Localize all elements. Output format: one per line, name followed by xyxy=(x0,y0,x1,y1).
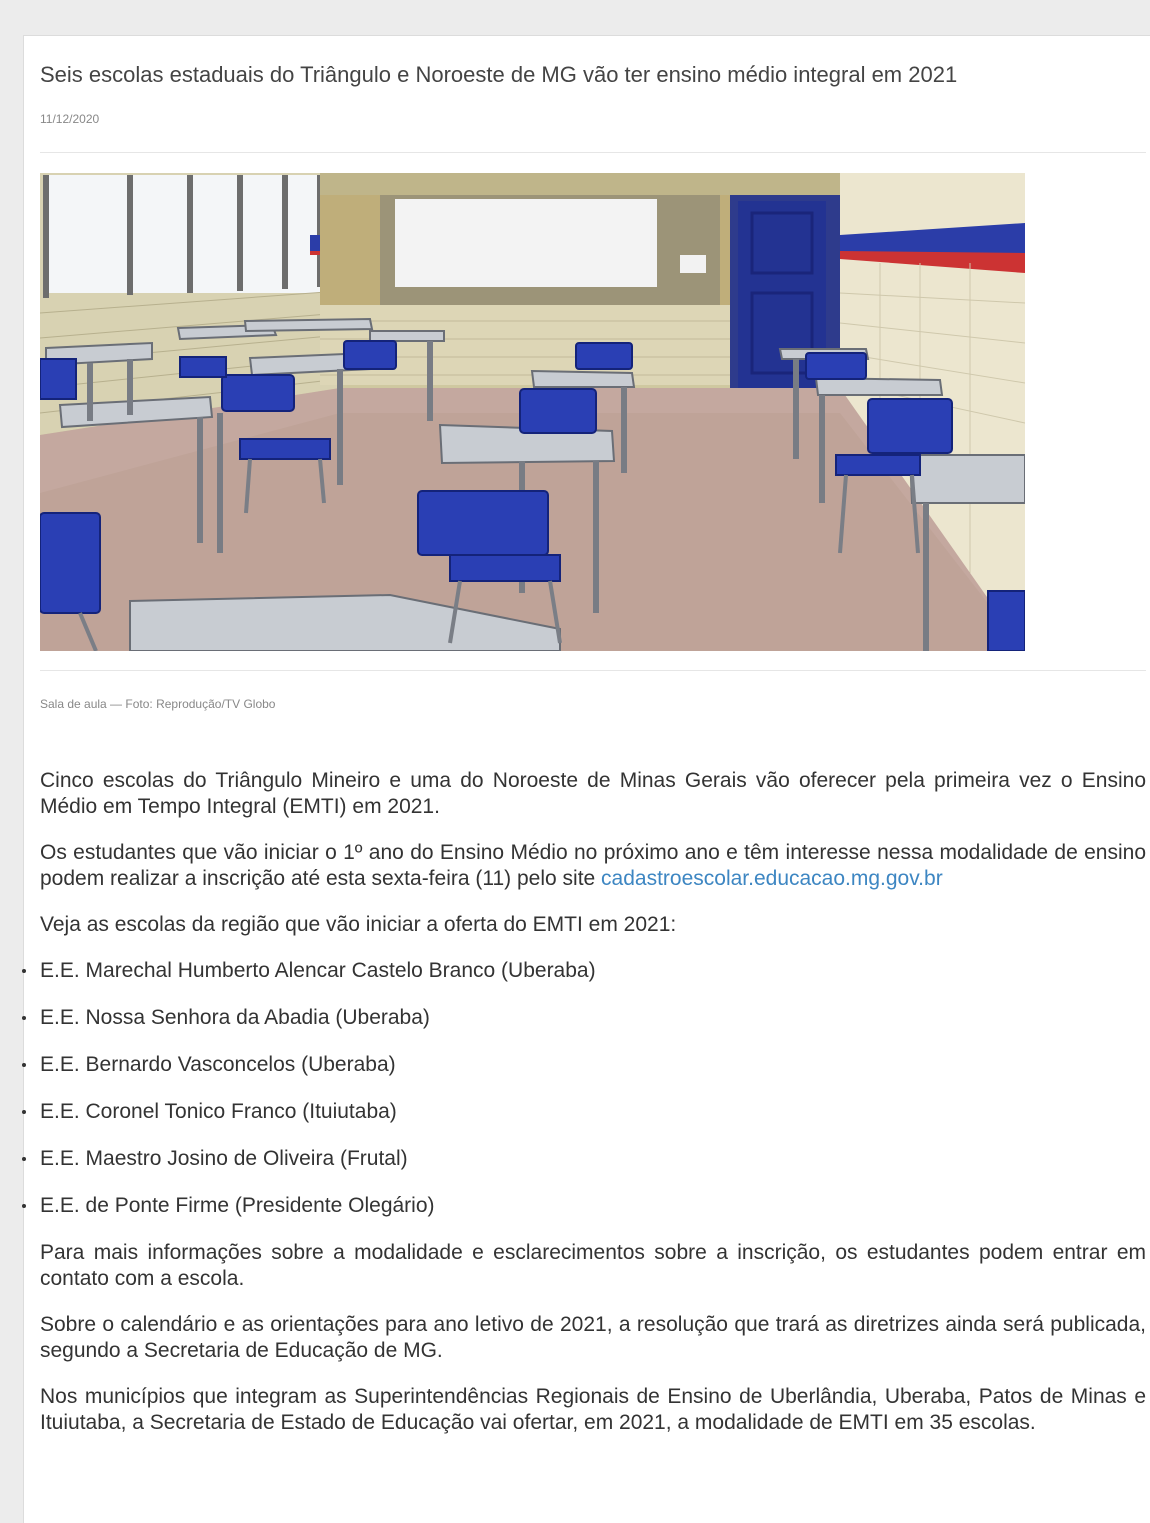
paragraph: Sobre o calendário e as orientações para ano letivo de 2021, a resolução que trará as diretrizes ainda será publicada, segundo a Secretaria de Educação de MG. xyxy=(40,1313,1146,1362)
article-date: 11/12/2020 xyxy=(40,112,100,126)
registration-site-link[interactable]: cadastroescolar.educacao.mg.gov.br xyxy=(601,867,943,890)
bullet-icon xyxy=(22,1063,26,1067)
bullet-icon xyxy=(22,1016,26,1020)
divider xyxy=(40,670,1146,671)
list-item xyxy=(40,1193,1146,1219)
divider xyxy=(40,152,1146,153)
list-item xyxy=(40,958,1146,984)
list-item xyxy=(40,1099,1146,1125)
bullet-icon xyxy=(22,969,26,973)
classroom-photo xyxy=(40,173,1025,651)
bullet-icon xyxy=(22,1204,26,1208)
school-name: E.E. Maestro Josino de Oliveira (Frutal) xyxy=(40,1147,408,1170)
bullet-icon xyxy=(22,1157,26,1161)
paragraph: Nos municípios que integram as Superintendências Regionais de Ensino de Uberlândia, Uberaba, Patos de Minas e Ituiutaba, a Secretaria de Estado de Educação vai ofertar, em 2021, a modalidade de EMTI em 35 escolas. xyxy=(40,1385,1146,1434)
school-name: E.E. de Ponte Firme (Presidente Olegário) xyxy=(40,1194,435,1217)
list-item xyxy=(40,1052,1146,1078)
school-list xyxy=(40,958,1146,1219)
school-name: E.E. Bernardo Vasconcelos (Uberaba) xyxy=(40,1053,396,1076)
list-item xyxy=(40,1005,1146,1031)
article-page xyxy=(23,35,1150,1523)
school-name: E.E. Coronel Tonico Franco (Ituiutaba) xyxy=(40,1100,397,1123)
list-item xyxy=(40,1146,1146,1172)
article-body xyxy=(40,768,1146,1456)
school-name: E.E. Marechal Humberto Alencar Castelo Branco (Uberaba) xyxy=(40,959,596,982)
bullet-icon xyxy=(22,1110,26,1114)
paragraph: Para mais informações sobre a modalidade e esclarecimentos sobre a inscrição, os estudantes podem entrar em contato com a escola. xyxy=(40,1241,1146,1290)
paragraph xyxy=(40,840,1146,892)
image-caption: Sala de aula — Foto: Reprodução/TV Globo xyxy=(40,697,276,711)
school-name: E.E. Nossa Senhora da Abadia (Uberaba) xyxy=(40,1006,430,1029)
article-title: Seis escolas estaduais do Triângulo e Noroeste de MG vão ter ensino médio integral em 2021 xyxy=(40,62,958,87)
paragraph: Cinco escolas do Triângulo Mineiro e uma do Noroeste de Minas Gerais vão oferecer pela primeira vez o Ensino Médio em Tempo Integral (EMTI) em 2021. xyxy=(40,769,1146,818)
paragraph-text: Os estudantes que vão iniciar o 1º ano do Ensino Médio no próximo ano e têm interesse nessa modalidade de ensino podem realizar a inscrição até esta sexta-feira (11) pelo site xyxy=(40,841,1146,890)
paragraph: Veja as escolas da região que vão iniciar a oferta do EMTI em 2021: xyxy=(40,913,677,936)
